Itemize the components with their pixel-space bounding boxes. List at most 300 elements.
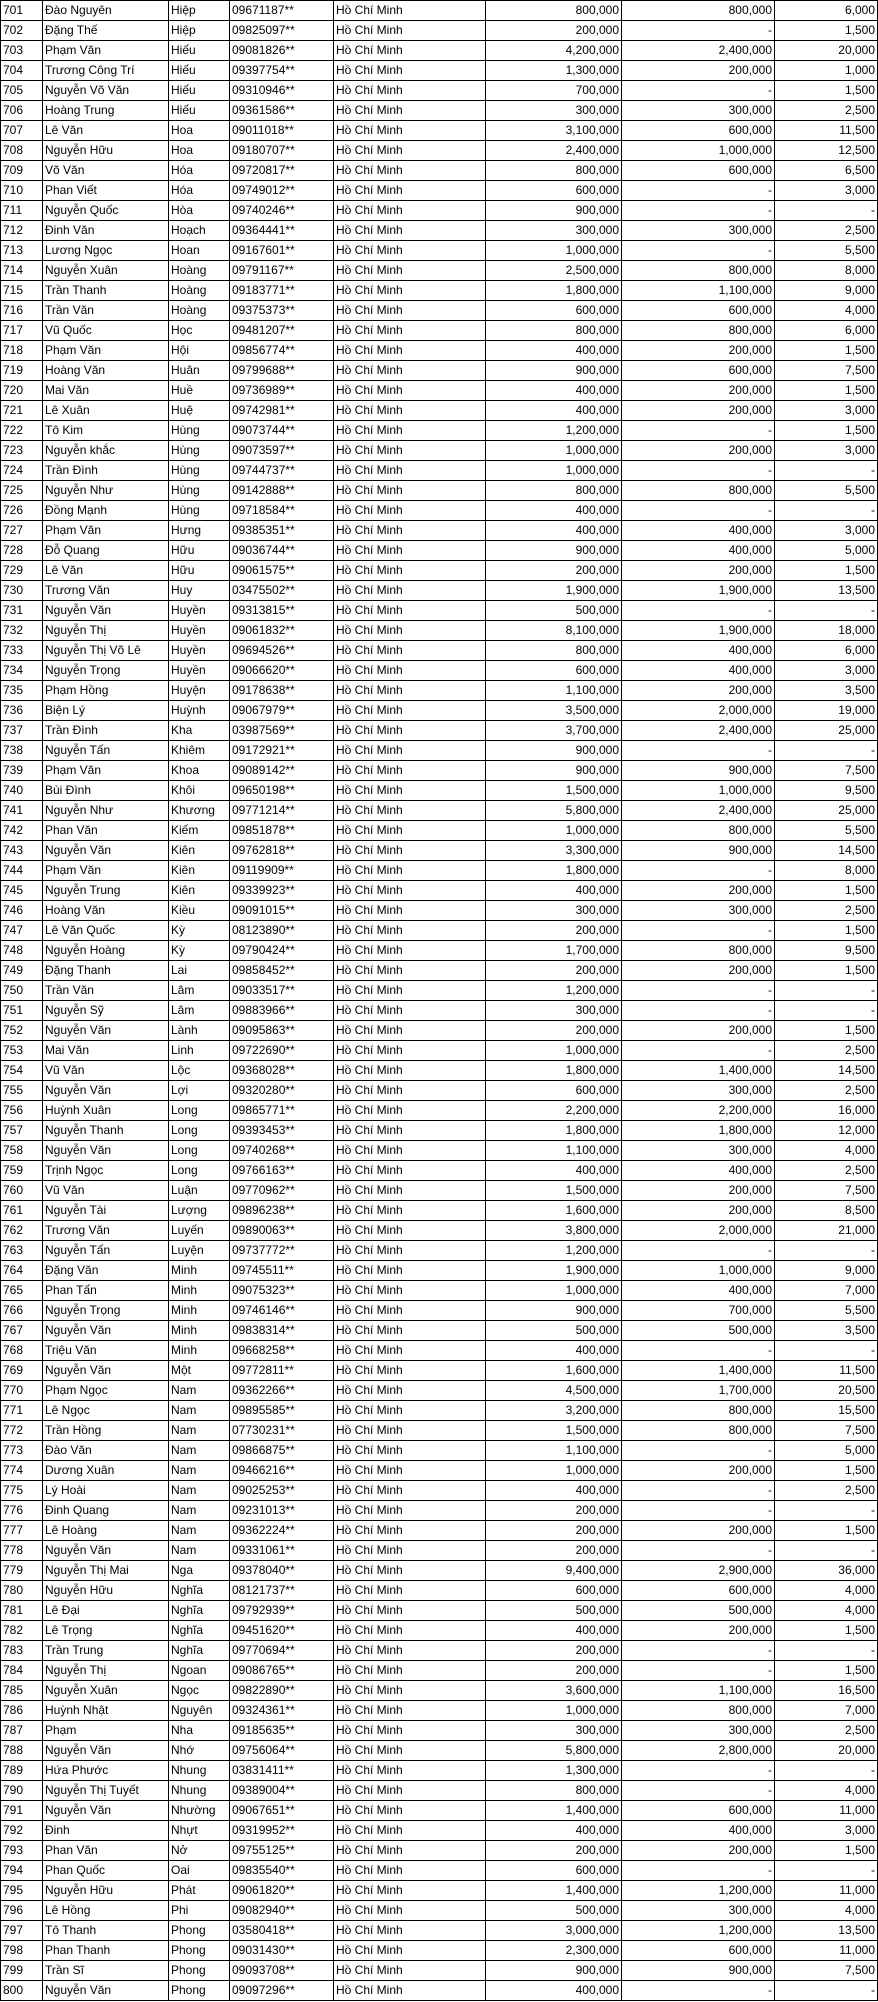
row-number-cell: 760	[1, 1181, 43, 1201]
amount-3-cell: -	[775, 1861, 878, 1881]
given-name-cell: Huyền	[169, 661, 230, 681]
middle-name-cell: Lê Xuân	[43, 401, 169, 421]
middle-name-cell: Trương Văn	[43, 1221, 169, 1241]
phone-cell: 09822890**	[230, 1681, 334, 1701]
city-cell: Hồ Chí Minh	[334, 121, 486, 141]
middle-name-cell: Phan Văn	[43, 821, 169, 841]
amount-2-cell: -	[622, 1001, 775, 1021]
amount-3-cell: 4,000	[775, 301, 878, 321]
table-row	[1, 1981, 878, 2001]
city-cell: Hồ Chí Minh	[334, 641, 486, 661]
middle-name-cell: Hoàng Văn	[43, 361, 169, 381]
amount-3-cell: 1,000	[775, 61, 878, 81]
row-number-cell: 701	[1, 1, 43, 21]
table-row	[1, 341, 878, 361]
amount-3-cell: 4,000	[775, 1141, 878, 1161]
given-name-cell: Minh	[169, 1341, 230, 1361]
row-number-cell: 711	[1, 201, 43, 221]
amount-1-cell: 600,000	[486, 1861, 622, 1881]
row-number-cell: 717	[1, 321, 43, 341]
amount-1-cell: 200,000	[486, 1661, 622, 1681]
amount-3-cell: 12,000	[775, 1121, 878, 1141]
table-row	[1, 41, 878, 61]
row-number-cell: 733	[1, 641, 43, 661]
city-cell: Hồ Chí Minh	[334, 1821, 486, 1841]
amount-2-cell: 500,000	[622, 1321, 775, 1341]
middle-name-cell: Phạm Văn	[43, 341, 169, 361]
amount-1-cell: 1,800,000	[486, 1121, 622, 1141]
amount-2-cell: 300,000	[622, 1721, 775, 1741]
amount-1-cell: 1,900,000	[486, 1261, 622, 1281]
amount-2-cell: -	[622, 1861, 775, 1881]
city-cell: Hồ Chí Minh	[334, 1, 486, 21]
city-cell: Hồ Chí Minh	[334, 581, 486, 601]
city-cell: Hồ Chí Minh	[334, 1721, 486, 1741]
amount-3-cell: 3,000	[775, 441, 878, 461]
amount-2-cell: 200,000	[622, 1521, 775, 1541]
row-number-cell: 786	[1, 1701, 43, 1721]
given-name-cell: Hưng	[169, 521, 230, 541]
amount-1-cell: 400,000	[486, 881, 622, 901]
table-row	[1, 261, 878, 281]
table-row	[1, 601, 878, 621]
amount-3-cell: 1,500	[775, 1021, 878, 1041]
given-name-cell: Nghĩa	[169, 1621, 230, 1641]
middle-name-cell: Huỳnh Nhật	[43, 1701, 169, 1721]
middle-name-cell: Phan Thanh	[43, 1941, 169, 1961]
table-row	[1, 1781, 878, 1801]
amount-1-cell: 4,200,000	[486, 41, 622, 61]
given-name-cell: Huy	[169, 581, 230, 601]
amount-3-cell: -	[775, 1001, 878, 1021]
row-number-cell: 734	[1, 661, 43, 681]
given-name-cell: Ngọc	[169, 1681, 230, 1701]
amount-3-cell: 5,500	[775, 1301, 878, 1321]
phone-cell: 09167601**	[230, 241, 334, 261]
phone-cell: 09744737**	[230, 461, 334, 481]
given-name-cell: Nam	[169, 1401, 230, 1421]
amount-2-cell: 200,000	[622, 341, 775, 361]
middle-name-cell: Nguyễn Văn	[43, 1801, 169, 1821]
table-row	[1, 1101, 878, 1121]
row-number-cell: 725	[1, 481, 43, 501]
amount-2-cell: -	[622, 1641, 775, 1661]
amount-1-cell: 1,900,000	[486, 581, 622, 601]
row-number-cell: 779	[1, 1561, 43, 1581]
given-name-cell: Kiên	[169, 841, 230, 861]
phone-cell: 08121737**	[230, 1581, 334, 1601]
given-name-cell: Lành	[169, 1021, 230, 1041]
given-name-cell: Huệ	[169, 401, 230, 421]
amount-2-cell: 1,700,000	[622, 1381, 775, 1401]
amount-1-cell: 2,300,000	[486, 1941, 622, 1961]
table-row	[1, 921, 878, 941]
city-cell: Hồ Chí Minh	[334, 1961, 486, 1981]
middle-name-cell: Đặng Thanh	[43, 961, 169, 981]
middle-name-cell: Trương Công Trí	[43, 61, 169, 81]
middle-name-cell: Hoàng Văn	[43, 901, 169, 921]
middle-name-cell: Nguyễn Thị Mai	[43, 1561, 169, 1581]
middle-name-cell: Nguyễn Như	[43, 481, 169, 501]
amount-3-cell: 13,500	[775, 581, 878, 601]
row-number-cell: 726	[1, 501, 43, 521]
middle-name-cell: Nguyễn Văn	[43, 841, 169, 861]
given-name-cell: Minh	[169, 1261, 230, 1281]
phone-cell: 09749012**	[230, 181, 334, 201]
amount-2-cell: 1,400,000	[622, 1061, 775, 1081]
phone-cell: 09718584**	[230, 501, 334, 521]
city-cell: Hồ Chí Minh	[334, 1861, 486, 1881]
middle-name-cell: Trần Đình	[43, 461, 169, 481]
phone-cell: 09067979**	[230, 701, 334, 721]
amount-3-cell: 1,500	[775, 961, 878, 981]
phone-cell: 09668258**	[230, 1341, 334, 1361]
amount-3-cell: 11,500	[775, 1361, 878, 1381]
city-cell: Hồ Chí Minh	[334, 141, 486, 161]
row-number-cell: 721	[1, 401, 43, 421]
amount-1-cell: 300,000	[486, 901, 622, 921]
amount-1-cell: 1,100,000	[486, 1441, 622, 1461]
middle-name-cell: Trần Trung	[43, 1641, 169, 1661]
row-number-cell: 775	[1, 1481, 43, 1501]
middle-name-cell: Vũ Văn	[43, 1061, 169, 1081]
amount-2-cell: -	[622, 741, 775, 761]
city-cell: Hồ Chí Minh	[334, 1761, 486, 1781]
row-number-cell: 709	[1, 161, 43, 181]
given-name-cell: Phong	[169, 1921, 230, 1941]
amount-1-cell: 8,100,000	[486, 621, 622, 641]
given-name-cell: Khiêm	[169, 741, 230, 761]
middle-name-cell: Triệu Văn	[43, 1341, 169, 1361]
middle-name-cell: Lê Hồng	[43, 1901, 169, 1921]
amount-3-cell: -	[775, 1981, 878, 2001]
table-row	[1, 961, 878, 981]
row-number-cell: 770	[1, 1381, 43, 1401]
amount-3-cell: 36,000	[775, 1561, 878, 1581]
given-name-cell: Hữu	[169, 561, 230, 581]
amount-1-cell: 1,000,000	[486, 241, 622, 261]
row-number-cell: 756	[1, 1101, 43, 1121]
city-cell: Hồ Chí Minh	[334, 1841, 486, 1861]
phone-cell: 09368028**	[230, 1061, 334, 1081]
given-name-cell: Khương	[169, 801, 230, 821]
table-body	[1, 1, 878, 2001]
amount-2-cell: 600,000	[622, 1941, 775, 1961]
given-name-cell: Ngoan	[169, 1661, 230, 1681]
amount-1-cell: 1,600,000	[486, 1361, 622, 1381]
row-number-cell: 740	[1, 781, 43, 801]
row-number-cell: 754	[1, 1061, 43, 1081]
row-number-cell: 719	[1, 361, 43, 381]
city-cell: Hồ Chí Minh	[334, 1081, 486, 1101]
amount-3-cell: 4,000	[775, 1781, 878, 1801]
city-cell: Hồ Chí Minh	[334, 721, 486, 741]
table-row	[1, 981, 878, 1001]
amount-3-cell: -	[775, 981, 878, 1001]
amount-2-cell: -	[622, 1761, 775, 1781]
given-name-cell: Hiếu	[169, 81, 230, 101]
middle-name-cell: Nguyễn Văn	[43, 1321, 169, 1341]
amount-1-cell: 400,000	[486, 1481, 622, 1501]
given-name-cell: Hùng	[169, 421, 230, 441]
city-cell: Hồ Chí Minh	[334, 941, 486, 961]
row-number-cell: 720	[1, 381, 43, 401]
given-name-cell: Huề	[169, 381, 230, 401]
given-name-cell: Nam	[169, 1421, 230, 1441]
amount-2-cell: -	[622, 601, 775, 621]
phone-cell: 09324361**	[230, 1701, 334, 1721]
amount-1-cell: 1,000,000	[486, 1701, 622, 1721]
table-row	[1, 241, 878, 261]
given-name-cell: Hùng	[169, 441, 230, 461]
phone-cell: 09770962**	[230, 1181, 334, 1201]
table-row	[1, 661, 878, 681]
given-name-cell: Hiếu	[169, 41, 230, 61]
row-number-cell: 703	[1, 41, 43, 61]
amount-3-cell: 7,500	[775, 1961, 878, 1981]
amount-3-cell: -	[775, 1641, 878, 1661]
row-number-cell: 782	[1, 1621, 43, 1641]
city-cell: Hồ Chí Minh	[334, 361, 486, 381]
city-cell: Hồ Chí Minh	[334, 761, 486, 781]
given-name-cell: Nam	[169, 1541, 230, 1561]
amount-2-cell: 600,000	[622, 121, 775, 141]
amount-3-cell: 9,000	[775, 1261, 878, 1281]
middle-name-cell: Lê Đại	[43, 1601, 169, 1621]
amount-2-cell: 300,000	[622, 221, 775, 241]
given-name-cell: Minh	[169, 1281, 230, 1301]
amount-1-cell: 300,000	[486, 1001, 622, 1021]
middle-name-cell: Hoàng Trung	[43, 101, 169, 121]
city-cell: Hồ Chí Minh	[334, 1921, 486, 1941]
amount-2-cell: 400,000	[622, 641, 775, 661]
amount-2-cell: 200,000	[622, 1461, 775, 1481]
amount-2-cell: 1,800,000	[622, 1121, 775, 1141]
given-name-cell: Nga	[169, 1561, 230, 1581]
amount-1-cell: 400,000	[486, 1161, 622, 1181]
amount-1-cell: 3,700,000	[486, 721, 622, 741]
amount-2-cell: -	[622, 1481, 775, 1501]
table-row	[1, 1681, 878, 1701]
middle-name-cell: Lê Trọng	[43, 1621, 169, 1641]
amount-1-cell: 5,800,000	[486, 801, 622, 821]
table-row	[1, 781, 878, 801]
amount-2-cell: 600,000	[622, 161, 775, 181]
phone-cell: 08123890**	[230, 921, 334, 941]
city-cell: Hồ Chí Minh	[334, 1541, 486, 1561]
table-row	[1, 1561, 878, 1581]
amount-3-cell: 11,000	[775, 1941, 878, 1961]
row-number-cell: 780	[1, 1581, 43, 1601]
amount-1-cell: 1,400,000	[486, 1881, 622, 1901]
phone-cell: 09025253**	[230, 1481, 334, 1501]
city-cell: Hồ Chí Minh	[334, 961, 486, 981]
middle-name-cell: Bùi Đình	[43, 781, 169, 801]
amount-1-cell: 800,000	[486, 1781, 622, 1801]
amount-3-cell: -	[775, 201, 878, 221]
amount-2-cell: 300,000	[622, 101, 775, 121]
middle-name-cell: Trần Sĩ	[43, 1961, 169, 1981]
given-name-cell: Hiệp	[169, 21, 230, 41]
given-name-cell: Hùng	[169, 501, 230, 521]
table-row	[1, 1501, 878, 1521]
city-cell: Hồ Chí Minh	[334, 101, 486, 121]
amount-3-cell: 8,000	[775, 861, 878, 881]
city-cell: Hồ Chí Minh	[334, 1941, 486, 1961]
city-cell: Hồ Chí Minh	[334, 461, 486, 481]
amount-3-cell: 1,500	[775, 341, 878, 361]
city-cell: Hồ Chí Minh	[334, 1781, 486, 1801]
amount-2-cell: 800,000	[622, 941, 775, 961]
amount-2-cell: 200,000	[622, 561, 775, 581]
phone-cell: 09740268**	[230, 1141, 334, 1161]
amount-1-cell: 400,000	[486, 501, 622, 521]
phone-cell: 09762818**	[230, 841, 334, 861]
amount-2-cell: 200,000	[622, 401, 775, 421]
city-cell: Hồ Chí Minh	[334, 61, 486, 81]
phone-cell: 09671187**	[230, 1, 334, 21]
city-cell: Hồ Chí Minh	[334, 1341, 486, 1361]
middle-name-cell: Nguyễn Võ Văn	[43, 81, 169, 101]
amount-1-cell: 1,200,000	[486, 981, 622, 1001]
given-name-cell: Nhường	[169, 1801, 230, 1821]
phone-cell: 09799688**	[230, 361, 334, 381]
table-row	[1, 641, 878, 661]
amount-2-cell: -	[622, 241, 775, 261]
amount-2-cell: 200,000	[622, 1621, 775, 1641]
middle-name-cell: Đặng Văn	[43, 1261, 169, 1281]
amount-1-cell: 400,000	[486, 401, 622, 421]
middle-name-cell: Lương Ngọc	[43, 241, 169, 261]
phone-cell: 09451620**	[230, 1621, 334, 1641]
amount-1-cell: 200,000	[486, 1641, 622, 1661]
amount-2-cell: 400,000	[622, 1821, 775, 1841]
table-row	[1, 301, 878, 321]
table-row	[1, 941, 878, 961]
amount-3-cell: 14,500	[775, 1061, 878, 1081]
table-row	[1, 1081, 878, 1101]
table-row	[1, 1461, 878, 1481]
amount-2-cell: 800,000	[622, 1421, 775, 1441]
amount-1-cell: 1,600,000	[486, 1201, 622, 1221]
table-row	[1, 1261, 878, 1281]
city-cell: Hồ Chí Minh	[334, 861, 486, 881]
table-row	[1, 581, 878, 601]
amount-1-cell: 500,000	[486, 1901, 622, 1921]
row-number-cell: 746	[1, 901, 43, 921]
amount-2-cell: -	[622, 21, 775, 41]
amount-3-cell: -	[775, 1341, 878, 1361]
amount-2-cell: 900,000	[622, 1961, 775, 1981]
amount-2-cell: 1,000,000	[622, 1261, 775, 1281]
middle-name-cell: Lê Văn Quốc	[43, 921, 169, 941]
amount-1-cell: 400,000	[486, 341, 622, 361]
amount-1-cell: 2,500,000	[486, 261, 622, 281]
city-cell: Hồ Chí Minh	[334, 1421, 486, 1441]
middle-name-cell: Nguyễn Xuân	[43, 261, 169, 281]
table-row	[1, 1141, 878, 1161]
given-name-cell: Khôi	[169, 781, 230, 801]
given-name-cell: Hoàng	[169, 281, 230, 301]
city-cell: Hồ Chí Minh	[334, 1801, 486, 1821]
amount-3-cell: 25,000	[775, 801, 878, 821]
table-row	[1, 1321, 878, 1341]
row-number-cell: 753	[1, 1041, 43, 1061]
amount-1-cell: 900,000	[486, 741, 622, 761]
city-cell: Hồ Chí Minh	[334, 1501, 486, 1521]
phone-cell: 09895585**	[230, 1401, 334, 1421]
phone-cell: 09061820**	[230, 1881, 334, 1901]
row-number-cell: 785	[1, 1681, 43, 1701]
table-row	[1, 101, 878, 121]
amount-1-cell: 1,300,000	[486, 1761, 622, 1781]
phone-cell: 09791167**	[230, 261, 334, 281]
given-name-cell: Huyện	[169, 681, 230, 701]
phone-cell: 09896238**	[230, 1201, 334, 1221]
table-row	[1, 121, 878, 141]
table-row	[1, 1801, 878, 1821]
amount-2-cell: 400,000	[622, 661, 775, 681]
amount-2-cell: 1,100,000	[622, 281, 775, 301]
middle-name-cell: Đinh Quang	[43, 1501, 169, 1521]
middle-name-cell: Nguyễn Tấn	[43, 741, 169, 761]
city-cell: Hồ Chí Minh	[334, 181, 486, 201]
row-number-cell: 788	[1, 1741, 43, 1761]
amount-2-cell: 200,000	[622, 881, 775, 901]
amount-2-cell: -	[622, 181, 775, 201]
city-cell: Hồ Chí Minh	[334, 1621, 486, 1641]
phone-cell: 09091015**	[230, 901, 334, 921]
amount-1-cell: 1,500,000	[486, 781, 622, 801]
phone-cell: 03580418**	[230, 1921, 334, 1941]
phone-cell: 09081826**	[230, 41, 334, 61]
given-name-cell: Kiên	[169, 881, 230, 901]
given-name-cell: Long	[169, 1121, 230, 1141]
phone-cell: 09339923**	[230, 881, 334, 901]
amount-3-cell: 18,000	[775, 621, 878, 641]
row-number-cell: 741	[1, 801, 43, 821]
phone-cell: 09737772**	[230, 1241, 334, 1261]
middle-name-cell: Hứa Phước	[43, 1761, 169, 1781]
amount-3-cell: 6,500	[775, 161, 878, 181]
row-number-cell: 799	[1, 1961, 43, 1981]
phone-cell: 09694526**	[230, 641, 334, 661]
amount-2-cell: 2,400,000	[622, 721, 775, 741]
amount-2-cell: 2,200,000	[622, 1101, 775, 1121]
row-number-cell: 729	[1, 561, 43, 581]
amount-3-cell: 5,000	[775, 1441, 878, 1461]
phone-cell: 09331061**	[230, 1541, 334, 1561]
amount-1-cell: 1,200,000	[486, 421, 622, 441]
amount-2-cell: 800,000	[622, 481, 775, 501]
given-name-cell: Lâm	[169, 981, 230, 1001]
amount-2-cell: 400,000	[622, 541, 775, 561]
given-name-cell: Nam	[169, 1441, 230, 1461]
city-cell: Hồ Chí Minh	[334, 1981, 486, 2001]
given-name-cell: Lượng	[169, 1201, 230, 1221]
city-cell: Hồ Chí Minh	[334, 1181, 486, 1201]
row-number-cell: 745	[1, 881, 43, 901]
phone-cell: 09375373**	[230, 301, 334, 321]
table-row	[1, 701, 878, 721]
amount-2-cell: 800,000	[622, 1401, 775, 1421]
row-number-cell: 710	[1, 181, 43, 201]
row-number-cell: 758	[1, 1141, 43, 1161]
table-row	[1, 841, 878, 861]
city-cell: Hồ Chí Minh	[334, 221, 486, 241]
amount-2-cell: 800,000	[622, 1701, 775, 1721]
middle-name-cell: Nguyễn Văn	[43, 1541, 169, 1561]
